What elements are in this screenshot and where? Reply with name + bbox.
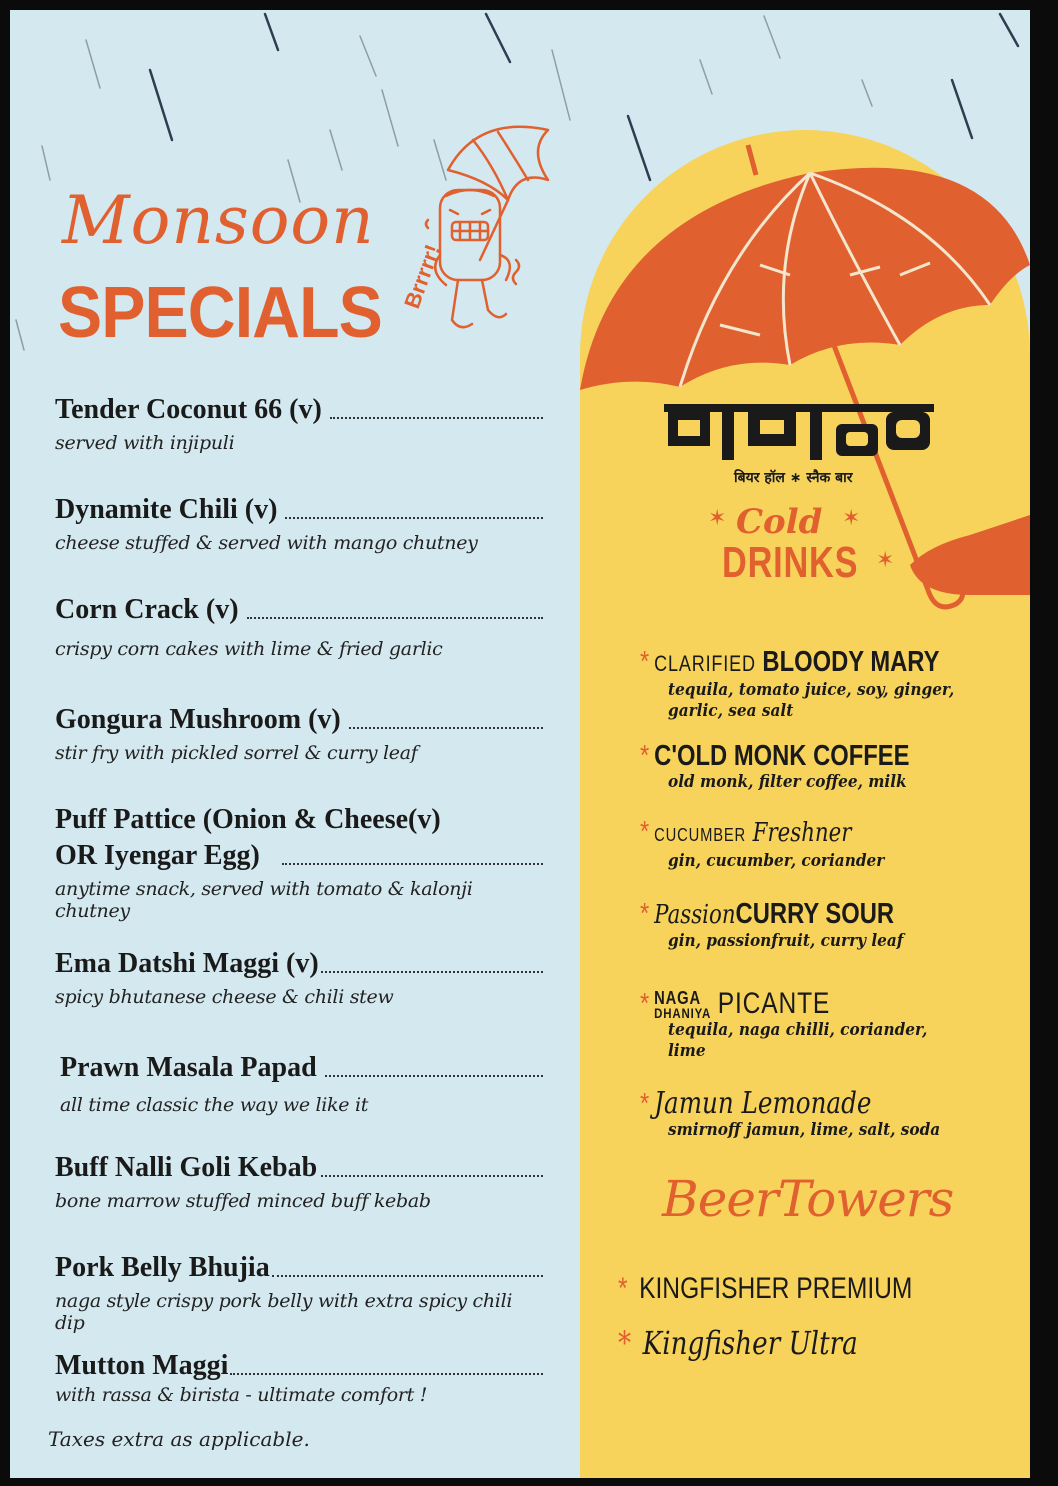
drink-prefix: Passion bbox=[654, 900, 736, 930]
menu-item-desc: cheese stuffed & served with mango chutney bbox=[55, 532, 478, 554]
menu-item-name: Buff Nalli Goli Kebab bbox=[55, 1152, 318, 1183]
bullet-icon: * bbox=[640, 988, 650, 1020]
logo-devanagari-mark bbox=[664, 398, 934, 464]
drinks-heading-block: DRINKS bbox=[722, 538, 859, 587]
menu-item bbox=[55, 394, 543, 454]
dot-leader bbox=[230, 1373, 543, 1375]
beer-item bbox=[618, 1324, 858, 1362]
bullet-icon: * bbox=[640, 898, 650, 930]
bullet-icon: * bbox=[640, 740, 650, 772]
dot-leader bbox=[285, 517, 543, 519]
taxes-note: Taxes extra as applicable. bbox=[48, 1427, 310, 1451]
sparkle-icon: ✶ bbox=[876, 548, 895, 573]
menu-item bbox=[55, 1252, 543, 1334]
menu-item-name: Prawn Masala Papad bbox=[60, 1052, 317, 1083]
menu-item-name: Mutton Maggi bbox=[55, 1350, 229, 1381]
drink-prefix-top: NAGA bbox=[654, 987, 701, 1008]
beer-towers-heading: BeerTowers bbox=[662, 1170, 954, 1228]
drink-item bbox=[640, 988, 1000, 1062]
menu-item-desc: spicy bhutanese cheese & chili stew bbox=[55, 986, 394, 1008]
menu-item bbox=[55, 1350, 543, 1406]
sparkle-icon: ✶ bbox=[842, 506, 861, 531]
beer-item bbox=[618, 1272, 912, 1306]
menu-item-name: Pork Belly Bhujia bbox=[55, 1252, 270, 1283]
logo-subtitle: बियर हॉल ∗ स्नैक बार bbox=[734, 470, 853, 486]
drink-name: PICANTE bbox=[717, 987, 831, 1020]
drink-item bbox=[640, 816, 1000, 872]
dot-leader bbox=[321, 1175, 543, 1177]
dot-leader bbox=[325, 1075, 543, 1077]
drink-item bbox=[640, 646, 1000, 722]
menu-item-desc: bone marrow stuffed minced buff kebab bbox=[55, 1190, 431, 1212]
drink-desc: old monk, filter coffee, milk bbox=[668, 772, 907, 792]
drink-item bbox=[640, 1088, 1000, 1141]
drink-name: C'OLD MONK COFFEE bbox=[654, 740, 910, 772]
menu-item-name: OR Iyengar Egg) bbox=[55, 840, 260, 871]
dot-leader bbox=[272, 1275, 543, 1277]
menu-item-desc: crispy corn cakes with lime & fried garlic bbox=[55, 638, 443, 660]
bullet-icon: * bbox=[640, 816, 650, 848]
menu-item-desc: stir fry with pickled sorrel & curry leaf bbox=[55, 742, 418, 764]
menu-page bbox=[10, 10, 1030, 1478]
beer-item-name: KINGFISHER PREMIUM bbox=[639, 1272, 913, 1305]
menu-item-desc: with rassa & birista - ultimate comfort ! bbox=[55, 1384, 428, 1406]
menu-item bbox=[55, 494, 543, 554]
dot-leader bbox=[349, 727, 543, 729]
menu-item bbox=[55, 594, 543, 660]
menu-item bbox=[55, 948, 543, 1008]
drink-desc: gin, passionfruit, curry leaf bbox=[668, 931, 904, 951]
title-specials: SPECIALS bbox=[58, 273, 382, 353]
menu-item-name: Corn Crack (v) bbox=[55, 594, 239, 625]
mascot-with-umbrella-illustration bbox=[388, 110, 558, 360]
drink-name: Freshner bbox=[752, 818, 852, 848]
sparkle-icon: ✶ bbox=[708, 506, 727, 531]
menu-item bbox=[60, 1052, 543, 1116]
drink-name: CURRY SOUR bbox=[735, 898, 895, 930]
dot-leader bbox=[282, 863, 543, 865]
menu-item-name-line1: Puff Pattice (Onion & Cheese(v) bbox=[55, 804, 441, 835]
drinks-heading-script: Cold bbox=[736, 502, 823, 542]
drink-desc: smirnoff jamun, lime, salt, soda bbox=[668, 1120, 941, 1140]
dot-leader bbox=[321, 971, 543, 973]
drink-desc: tequila, tomato juice, soy, ginger, bbox=[668, 680, 955, 700]
bullet-icon: * bbox=[640, 646, 650, 678]
menu-item-name: Tender Coconut 66 (v) bbox=[55, 394, 322, 425]
bullet-icon: * bbox=[618, 1272, 628, 1305]
dot-leader bbox=[247, 617, 543, 619]
drink-prefix-bottom: DHANIYA bbox=[654, 1004, 712, 1021]
drink-item bbox=[640, 898, 1000, 952]
drink-desc: gin, cucumber, coriander bbox=[668, 851, 885, 871]
beer-item-name: Kingfisher Ultra bbox=[642, 1324, 858, 1362]
drink-name: BLOODY MARY bbox=[762, 646, 940, 678]
bullet-icon: * bbox=[640, 1088, 650, 1120]
drink-desc: tequila, naga chilli, coriander, lime bbox=[668, 1020, 928, 1061]
drink-name: Jamun Lemonade bbox=[654, 1086, 872, 1121]
menu-item-name: Gongura Mushroom (v) bbox=[55, 704, 341, 735]
dot-leader bbox=[330, 417, 543, 419]
menu-item bbox=[55, 1152, 543, 1212]
bullet-icon: * bbox=[618, 1324, 632, 1362]
menu-item-name: Ema Datshi Maggi (v) bbox=[55, 948, 319, 979]
mascot-brrr-text: Brrrrr! bbox=[399, 241, 446, 312]
menu-item bbox=[55, 804, 543, 922]
drink-prefix: CUCUMBER bbox=[654, 825, 747, 845]
menu-item-name: Dynamite Chili (v) bbox=[55, 494, 278, 525]
menu-item-desc: served with injipuli bbox=[55, 432, 235, 454]
menu-item-desc: anytime snack, served with tomato & kalonji chutney bbox=[55, 878, 473, 922]
drink-item bbox=[640, 740, 1000, 793]
drink-prefix: CLARIFIED bbox=[654, 651, 756, 676]
menu-item-desc: naga style crispy pork belly with extra spicy chili dip bbox=[55, 1290, 513, 1334]
drink-desc-line2: garlic, sea salt bbox=[668, 701, 794, 721]
title-monsoon: Monsoon bbox=[62, 182, 375, 259]
menu-item bbox=[55, 704, 543, 764]
menu-item-desc: all time classic the way we like it bbox=[60, 1094, 369, 1116]
